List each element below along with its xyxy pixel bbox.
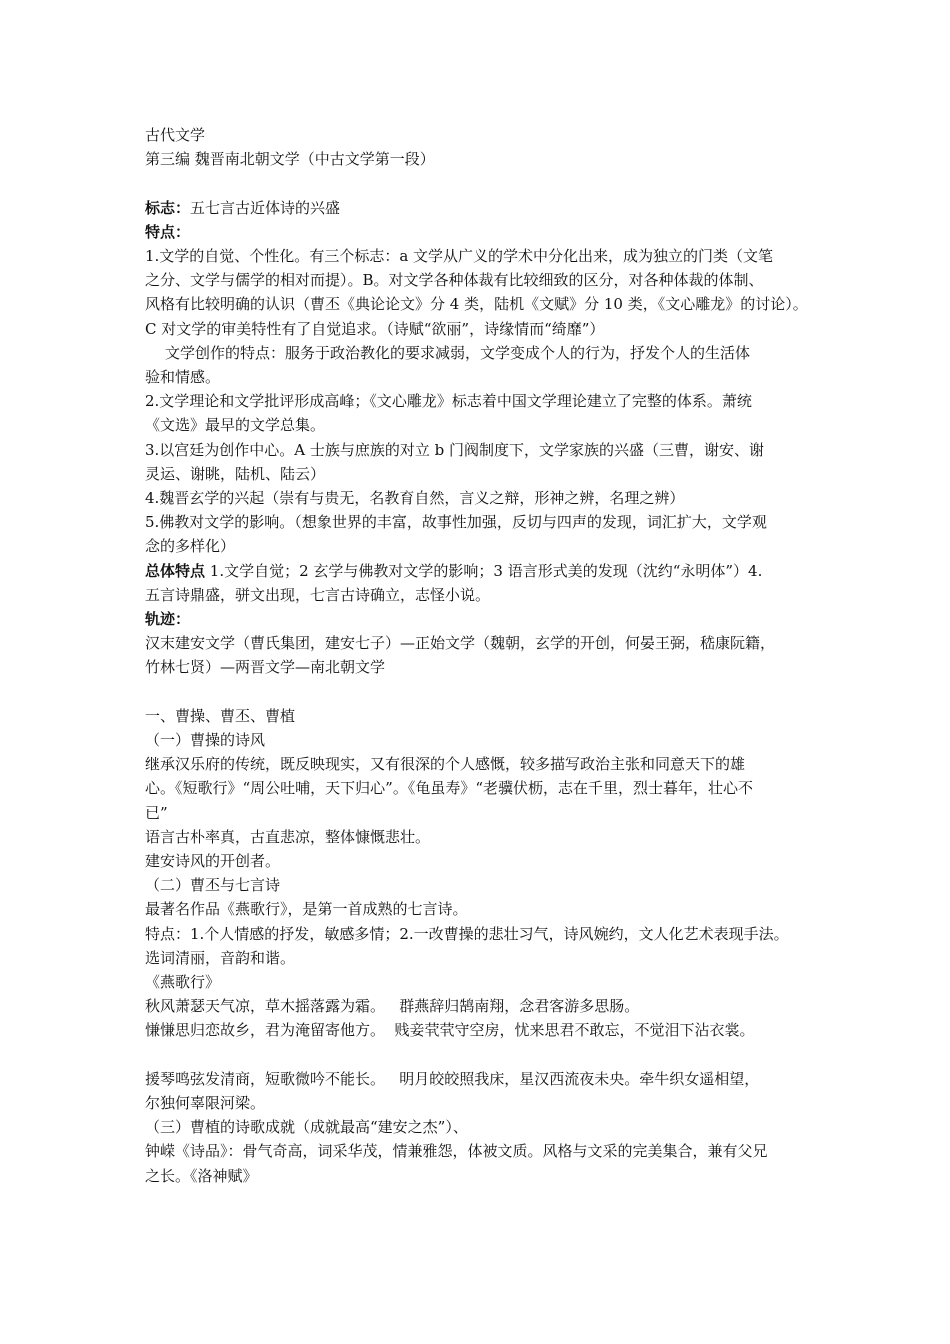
para-2-line: 《文选》最早的文学总集。 (145, 416, 326, 435)
biaozhi-line (145, 196, 825, 220)
para-4-line: 4.魏晋玄学的兴起（崇有与贵无，名教育自然，言义之辩，形神之辨，名理之辨） (145, 489, 685, 508)
section-1a-line: 心。《短歌行》“周公吐哺，天下归心”。《龟虽寿》“老骥伏枥，志在千里，烈士暮年，壮心不 (145, 779, 754, 798)
section-1a-line: 语言古朴率真，古直悲凉，整体慷慨悲壮。 (145, 827, 431, 846)
para-3-line: 灵运、谢眺，陆机、陆云） (145, 464, 326, 483)
doc-title: 古代文学 (145, 126, 206, 144)
section-1a-line: 已” (145, 803, 168, 822)
section-1-title: 一、曹操、曹丕、曹植 (145, 706, 296, 725)
guiji-line: 竹林七贤）—两晋文学—南北朝文学 (145, 658, 386, 677)
blank-line (145, 1043, 825, 1067)
biaozhi-label: 标志： (145, 198, 191, 217)
zongti-text: 1.文学自觉；2 玄学与佛教对文学的影响；3 语言形式美的发现（沈约“永明体”）4. (205, 561, 763, 580)
zongti-label: 总体特点 (145, 561, 206, 580)
section-1b-title: （二）曹丕与七言诗 (145, 876, 281, 895)
doc-subtitle: 第三编 魏晋南北朝文学（中古文学第一段） (145, 150, 435, 169)
biaozhi-text: 五七言古近体诗的兴盛 (190, 198, 341, 217)
para-1-line: 之分、文学与儒学的相对而提）。B。对文学各种体裁有比较细致的区分，对各种体裁的体制、 (145, 271, 764, 290)
tedian-label: 特点： (145, 222, 191, 241)
blank-line (145, 680, 825, 704)
section-1a-title: （一）曹操的诗风 (145, 731, 266, 750)
poem-line: 尔独何辜限河梁。 (145, 1094, 266, 1113)
poem-line: 慊慊思归恋故乡，君为淹留寄他方。 贱妾茕茕守空房，忧来思君不敢忘，不觉泪下沾衣裳。 (145, 1021, 755, 1040)
guiji-label: 轨迹： (145, 610, 191, 629)
zongti-line: 五言诗鼎盛，骈文出现，七言古诗确立，志怪小说。 (145, 585, 491, 604)
para-1-line: 风格有比较明确的认识（曹丕《典论论文》分 4 类，陆机《文赋》分 10 类，《文心雕龙》的讨论）。 (145, 295, 808, 314)
section-1a-line: 建安诗风的开创者。 (145, 852, 281, 871)
section-1b-line: 特点：1.个人情感的抒发，敏感多情；2.一改曹操的悲壮习气，诗风婉约，文人化艺术表现手法。 (145, 924, 789, 943)
section-1c-line: 钟嵘《诗品》：骨气奇高，词采华茂，情兼雅怨，体被文质。风格与文采的完美集合，兼有父兄 (145, 1142, 768, 1161)
poem-line: 秋风萧瑟天气凉，草木摇落露为霜。 群燕辞归鹄南翔，念君客游多思肠。 (145, 997, 640, 1016)
document-body (145, 123, 825, 1188)
section-1b-line: 选词清丽，音韵和谐。 (145, 948, 296, 967)
poem-title: 《燕歌行》 (145, 973, 221, 992)
para-5-line: 5.佛教对文学的影响。（想象世界的丰富，故事性加强，反切与四声的发现，词汇扩大，文学观 (145, 513, 767, 532)
section-1c-line: 之长。《洛神赋》 (145, 1166, 258, 1185)
blank-line (145, 171, 825, 195)
guiji-heading (145, 607, 825, 631)
para-3-line: 3.以宫廷为创作中心。A 士族与庶族的对立 b 门阀制度下，文学家族的兴盛（三曹，谢安、谢 (145, 440, 765, 459)
section-1c-title: （三）曹植的诗歌成就（成就最高“建安之杰”）、 (145, 1118, 468, 1137)
para-1b-line: 验和情感。 (145, 368, 221, 387)
guiji-line: 汉末建安文学（曹氏集团，建安七子）—正始文学（魏朝，玄学的开创，何晏王弼，嵇康阮籍， (145, 634, 776, 653)
section-1a-line: 继承汉乐府的传统，既反映现实，又有很深的个人感慨，较多描写政治主张和同意天下的雄 (145, 755, 746, 774)
para-2-line: 2.文学理论和文学批评形成高峰；《文心雕龙》标志着中国文学理论建立了完整的体系。萧统 (145, 392, 752, 411)
para-1-line: 1.文学的自觉、个性化。有三个标志：a 文学从广义的学术中分化出来，成为独立的门类（文笔 (145, 247, 774, 265)
para-1b-line: 文学创作的特点：服务于政治教化的要求减弱，文学变成个人的行为，抒发个人的生活体 (165, 343, 751, 362)
zongti-line (145, 559, 825, 583)
poem-line: 援琴鸣弦发清商，短歌微吟不能长。 明月皎皎照我床，星汉西流夜未央。牵牛织女遥相望， (145, 1069, 760, 1088)
para-5-line: 念的多样化） (145, 537, 236, 556)
para-1-line: C 对文学的审美特性有了自觉追求。（诗赋“欲丽”，诗缘情而“绮靡”） (145, 319, 605, 338)
tedian-heading (145, 220, 825, 244)
section-1b-line: 最著名作品《燕歌行》，是第一首成熟的七言诗。 (145, 900, 468, 919)
